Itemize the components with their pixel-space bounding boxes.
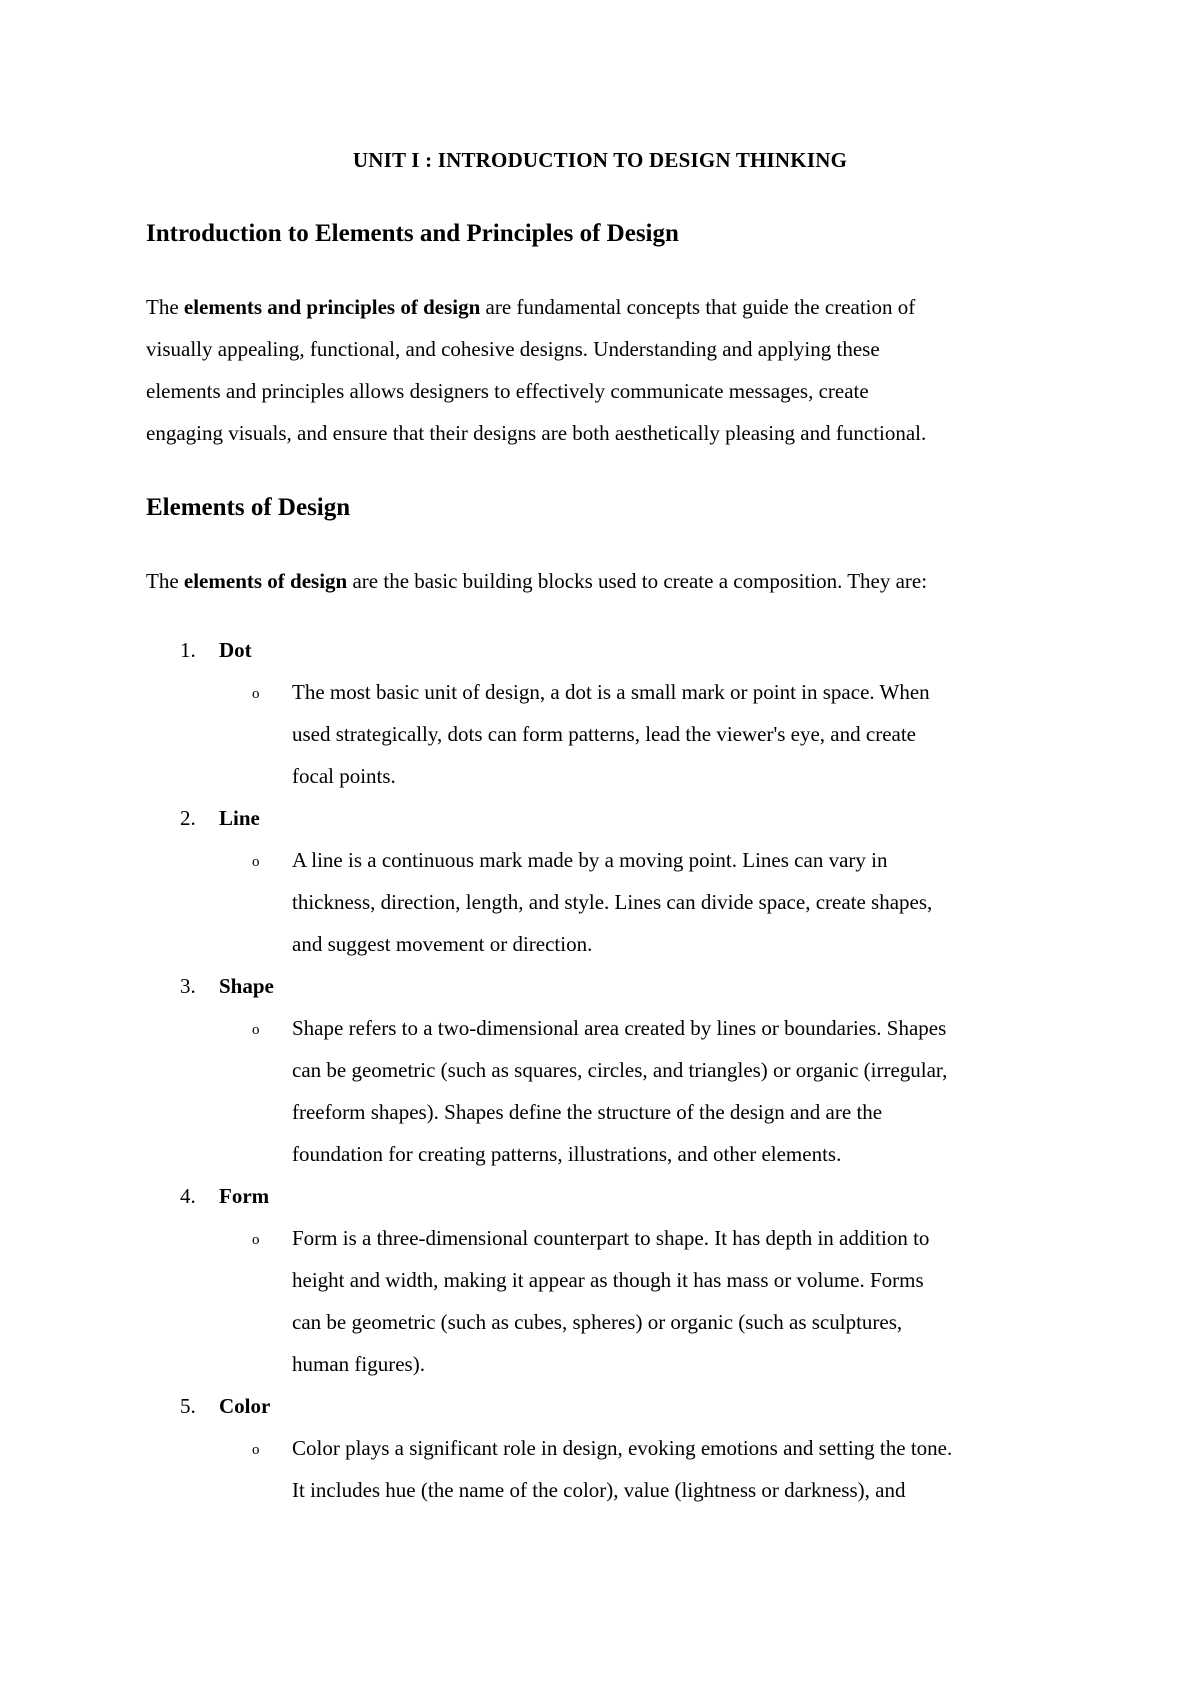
description-line: It includes hue (the name of the color), value (lightness or darkness), and	[292, 1478, 906, 1502]
list-item-title-form: Form	[219, 1184, 270, 1208]
description-line: can be geometric (such as cubes, spheres) or organic (such as sculptures,	[292, 1310, 903, 1334]
description-line: foundation for creating patterns, illustrations, and other elements.	[292, 1142, 842, 1166]
bullet-marker: o	[252, 1022, 260, 1038]
description-line: Form is a three-dimensional counterpart to shape. It has depth in addition to	[292, 1226, 930, 1250]
list-item-title-dot: Dot	[219, 638, 252, 662]
intro-word: The	[146, 295, 179, 319]
description-line: Shape refers to a two-dimensional area created by lines or boundaries. Shapes	[292, 1016, 947, 1040]
description-line: used strategically, dots can form patterns, lead the viewer's eye, and create	[292, 722, 916, 746]
bold-term: elements and principles of design	[183, 295, 481, 319]
intro-line-1-rest: are fundamental concepts that guide the creation of	[485, 295, 916, 319]
list-item-description	[292, 671, 1072, 797]
elements-intro-line	[146, 560, 1066, 602]
section-heading-intro: Introduction to Elements and Principles of Design	[146, 220, 679, 247]
intro-line-3: elements and principles allows designers to effectively communicate messages, create	[146, 379, 869, 403]
description-line: freeform shapes). Shapes define the structure of the design and are the	[292, 1100, 883, 1124]
description-line: Color plays a significant role in design, evoking emotions and setting the tone.	[292, 1436, 953, 1460]
list-item-description	[292, 1217, 1072, 1385]
elements-intro-word: The	[146, 569, 179, 593]
section-heading-elements: Elements of Design	[146, 494, 351, 521]
list-item-description	[292, 1427, 1072, 1511]
intro-paragraph	[146, 286, 1066, 454]
description-line: and suggest movement or direction.	[292, 932, 593, 956]
list-number: 1.	[180, 638, 196, 662]
bullet-marker: o	[252, 854, 260, 870]
description-line: The most basic unit of design, a dot is a small mark or point in space. When	[292, 680, 930, 704]
intro-line-2: visually appealing, functional, and cohesive designs. Understanding and applying these	[146, 337, 880, 361]
list-number: 3.	[180, 974, 196, 998]
intro-line-1	[146, 286, 1066, 328]
description-line: height and width, making it appear as though it has mass or volume. Forms	[292, 1268, 924, 1292]
elements-intro-rest: are the basic building blocks used to create a composition. They are:	[352, 569, 928, 593]
bullet-marker: o	[252, 686, 260, 702]
list-number: 4.	[180, 1184, 196, 1208]
list-number: 5.	[180, 1394, 196, 1418]
description-line: thickness, direction, length, and style. Lines can divide space, create shapes,	[292, 890, 933, 914]
unit-title: UNIT I : INTRODUCTION TO DESIGN THINKING	[352, 148, 848, 172]
description-line: A line is a continuous mark made by a moving point. Lines can vary in	[292, 848, 888, 872]
elements-bold-term: elements of design	[183, 569, 348, 593]
list-item-title-shape: Shape	[219, 974, 274, 998]
description-line: can be geometric (such as squares, circles, and triangles) or organic (irregular,	[292, 1058, 948, 1082]
list-item-description	[292, 839, 1072, 965]
elements-intro	[146, 560, 1066, 602]
list-item-description	[292, 1007, 1072, 1175]
bullet-marker: o	[252, 1442, 260, 1458]
intro-line-4: engaging visuals, and ensure that their designs are both aesthetically pleasing and functional.	[146, 421, 927, 445]
list-item-title-color: Color	[219, 1394, 271, 1418]
list-number: 2.	[180, 806, 196, 830]
description-line: human figures).	[292, 1352, 425, 1376]
bullet-marker: o	[252, 1232, 260, 1248]
list-item-title-line: Line	[219, 806, 260, 830]
description-line: focal points.	[292, 764, 396, 788]
